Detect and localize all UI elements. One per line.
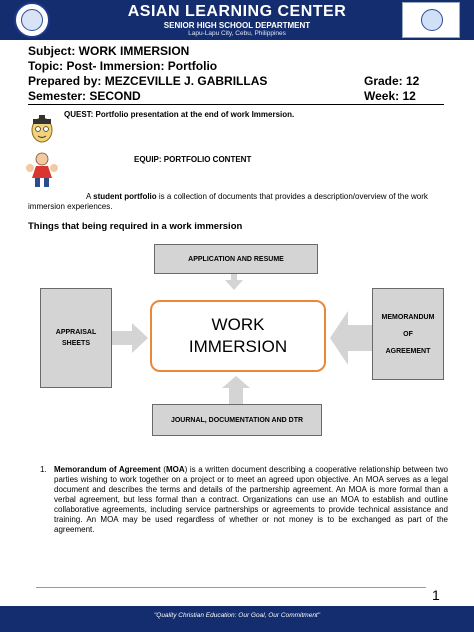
list-item: 1. Memorandum of Agreement (MOA) is a written document describing a cooperative relationship between two parties wishing to work together on a project or to meet an agreed upon objective. An MOA serves as a legal document and describes the terms and details of the partnership agreement. An MOA is more formal than a verbal agreement, but less formal than a contract. Organizations can use an MOA to establish and outline collaborative agreements, including service partnerships or agreements to provide technical assistance and training. An MOA may be used regardless of whether or not money is to be exchanged as part of the agreement. <box>40 465 449 534</box>
subject-line: Subject: WORK IMMERSION <box>28 44 190 58</box>
header-rule <box>28 104 444 105</box>
arrow-right-icon <box>112 323 148 353</box>
diagram-box-appraisal: APPRAISAL SHEETS <box>40 288 112 388</box>
equip-text: EQUIP: PORTFOLIO CONTENT <box>134 155 252 164</box>
students-group-icon <box>22 150 62 190</box>
diagram-box-journal: JOURNAL, DOCUMENTATION AND DTR <box>152 404 322 436</box>
arrow-up-icon <box>222 376 250 404</box>
footer-band <box>0 606 474 632</box>
list-number: 1. <box>40 465 47 474</box>
intro-bold-term: student portfolio <box>93 192 157 201</box>
school-location: Lapu-Lapu City, Cebu, Philippines <box>188 30 286 37</box>
grade-line: Grade: 12 <box>364 74 420 88</box>
section-title: Things that being required in a work immersion <box>28 221 243 232</box>
intro-paragraph: A student portfolio is a collection of documents that provides a description/overview of the work immersion experiences. <box>28 192 428 211</box>
arrow-down-icon <box>225 280 243 290</box>
semester-line: Semester: SECOND <box>28 89 141 103</box>
week-line: Week: 12 <box>364 89 416 103</box>
school-name: ASIAN LEARNING CENTER <box>127 3 347 20</box>
list-abbr: MOA <box>165 465 185 474</box>
page-number: 1 <box>432 587 440 603</box>
footer-rule <box>36 587 426 588</box>
topic-line: Topic: Post- Immersion: Portfolio <box>28 59 218 73</box>
diagram-box-memorandum: MEMORANDUM OF AGREEMENT <box>372 288 444 380</box>
thinking-person-icon <box>27 113 57 145</box>
prepared-by-line: Prepared by: MEZCEVILLE J. GABRILLAS <box>28 74 268 88</box>
arrow-left-icon <box>330 311 372 365</box>
list-term: Memorandum of Agreement <box>54 465 161 474</box>
quest-text: QUEST: Portfolio presentation at the end of work Immersion. <box>64 110 295 119</box>
diagram-box-application: APPLICATION AND RESUME <box>154 244 318 274</box>
footer-motto: "Quality Christian Education: Our Goal, Our Commitment" <box>153 612 321 619</box>
department-name: SENIOR HIGH SCHOOL DEPARTMENT <box>163 21 311 30</box>
diagram-center-work-immersion: WORK IMMERSION <box>150 300 326 372</box>
